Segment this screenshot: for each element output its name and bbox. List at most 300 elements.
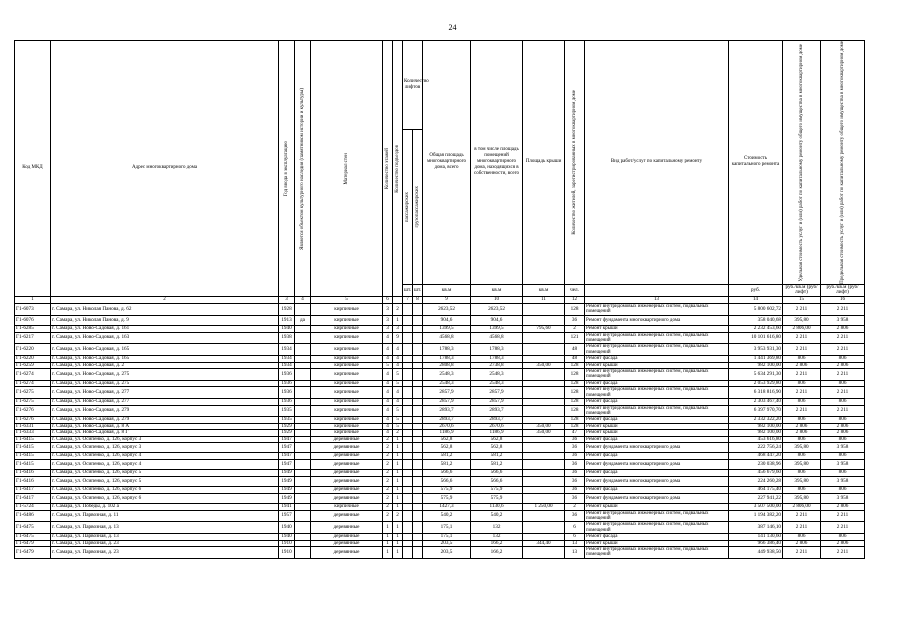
cell-address: г. Самара, ул. Ново-Садовая, д. 165 bbox=[51, 344, 279, 356]
cell-code: Г1-6333 bbox=[15, 430, 51, 436]
cell-roof-area bbox=[523, 405, 565, 417]
cell-heritage bbox=[295, 387, 311, 399]
table-row bbox=[15, 344, 865, 356]
cell-cost: 5 800 602,72 bbox=[729, 303, 783, 315]
cell-owned-area: 904,6 bbox=[471, 315, 523, 326]
cell-material: кирпичные bbox=[311, 405, 383, 417]
cell-year: 1936 bbox=[279, 399, 295, 405]
cell-cost: 2 332 322,20 bbox=[729, 417, 783, 423]
cell-total-area: 2857,9 bbox=[423, 399, 471, 405]
cell-work: Ремонт фасада bbox=[585, 380, 729, 386]
cell-cost: 6 318 816,90 bbox=[729, 387, 783, 399]
cell-owned-area: 2670,6 bbox=[471, 423, 523, 429]
cell-heritage bbox=[295, 493, 311, 504]
cell-address: г. Самара, ул. Осипенко, д. 126, корпус 3 bbox=[51, 442, 279, 453]
cell-total-area: 1186,9 bbox=[423, 430, 471, 436]
cell-heritage bbox=[295, 459, 311, 470]
cell-floors: 2 bbox=[383, 476, 393, 487]
cell-year: 1928 bbox=[279, 303, 295, 315]
col-num: 1 bbox=[15, 296, 51, 303]
unit-sht: шт. bbox=[403, 284, 413, 296]
cell-max-cost: 3 958 bbox=[821, 459, 865, 470]
cell-cost: 982 100,00 bbox=[729, 430, 783, 436]
cell-unit-cost: 806 bbox=[783, 417, 821, 423]
table-row bbox=[15, 510, 865, 522]
cell-work: Ремонт крыши bbox=[585, 540, 729, 546]
cell-code: Г1-6274 bbox=[15, 380, 51, 386]
cell-floors: 4 bbox=[383, 387, 393, 399]
cell-total-area: 1427,3 bbox=[423, 504, 471, 510]
hdr-work: Вид работ/услуг по капитальному ремонту bbox=[585, 41, 729, 285]
table-row bbox=[15, 522, 865, 534]
cell-roof-area: 350,00 bbox=[523, 423, 565, 429]
cell-work: Ремонт крыши bbox=[585, 423, 729, 429]
cell-owned-area: 2548,3 bbox=[471, 369, 523, 381]
cell-entrances: 5 bbox=[393, 369, 403, 381]
cell-unit-cost: 2 806 bbox=[783, 423, 821, 429]
cell-unit-cost: 806 bbox=[783, 534, 821, 540]
cell-work: Ремонт фасада bbox=[585, 436, 729, 442]
col-num: 6 bbox=[383, 296, 393, 303]
cell-roof-area: 795,60 bbox=[523, 326, 565, 332]
cell-unit-cost: 2 211 bbox=[783, 369, 821, 381]
cell-residents: 36 bbox=[565, 315, 585, 326]
cell-cost: 230 038,96 bbox=[729, 459, 783, 470]
col-num: 3 bbox=[279, 296, 295, 303]
cell-year: 1934 bbox=[279, 344, 295, 356]
cell-cost: 456 679,60 bbox=[729, 470, 783, 476]
cell-floors: 4 bbox=[383, 356, 393, 362]
cell-material: кирпичные bbox=[311, 387, 383, 399]
cell-owned-area: 166,2 bbox=[471, 547, 523, 559]
cell-work: Ремонт фасада bbox=[585, 470, 729, 476]
cell-max-cost: 806 bbox=[821, 356, 865, 362]
hdr-residents: Количество жителей, зарегистрированных в многоквартирном доме bbox=[565, 41, 585, 285]
cell-entrances: 2 bbox=[393, 510, 403, 522]
cell-entrances: 1 bbox=[393, 470, 403, 476]
cell-max-cost: 3 958 bbox=[821, 442, 865, 453]
table-body bbox=[15, 303, 865, 558]
cell-residents: 47 bbox=[565, 430, 585, 436]
cell-entrances: 2 bbox=[393, 430, 403, 436]
cell-unit-cost: 806 bbox=[783, 356, 821, 362]
hdr-address: Адрес многоквартирного дома bbox=[51, 41, 279, 297]
cell-entrances: 1 bbox=[393, 459, 403, 470]
cell-unit-cost: 395,80 bbox=[783, 476, 821, 487]
hdr-heritage: Является объектом культурного наследия (памятником истории и культуры) bbox=[295, 41, 311, 297]
cell-total-area: 1788,3 bbox=[423, 344, 471, 356]
cell-cargo-elev bbox=[413, 303, 423, 315]
cell-year: 1940 bbox=[279, 522, 295, 534]
cell-unit-cost: 2 806 bbox=[783, 362, 821, 368]
hdr-unit-cost: Удельная стоимость услуг и (или) работ по капитальному ремонту общего имущества в многоквартирном доме bbox=[783, 41, 821, 285]
cell-owned-area: 1399,5 bbox=[471, 326, 523, 332]
cell-material: кирпичные bbox=[311, 423, 383, 429]
cell-code: Г1-6220 bbox=[15, 356, 51, 362]
cell-cargo-elev bbox=[413, 387, 423, 399]
cell-max-cost: 2 806 bbox=[821, 504, 865, 510]
cell-owned-area: 2893,7 bbox=[471, 405, 523, 417]
cell-year: 1947 bbox=[279, 459, 295, 470]
cell-total-area: 2623,52 bbox=[423, 303, 471, 315]
cell-entrances: 4 bbox=[393, 387, 403, 399]
cell-year: 1941 bbox=[279, 504, 295, 510]
cell-floors: 4 bbox=[383, 417, 393, 423]
cell-max-cost: 2 806 bbox=[821, 430, 865, 436]
cell-residents: 13 bbox=[565, 547, 585, 559]
cell-unit-cost: 806 bbox=[783, 487, 821, 493]
col-num: 11 bbox=[523, 296, 565, 303]
cell-heritage bbox=[295, 303, 311, 315]
table-row bbox=[15, 547, 865, 559]
cell-code: Г1-6479 bbox=[15, 547, 51, 559]
cell-code: Г1-6275 bbox=[15, 387, 51, 399]
cell-year: 1936 bbox=[279, 380, 295, 386]
cell-work: Ремонт крыши bbox=[585, 362, 729, 368]
col-num: 15 bbox=[783, 296, 821, 303]
cell-floors: 4 bbox=[383, 369, 393, 381]
cell-work: Ремонт фундамента многоквартирного дома bbox=[585, 442, 729, 453]
cell-entrances: 4 bbox=[393, 356, 403, 362]
cell-total-area: 562,8 bbox=[423, 442, 471, 453]
cell-cost: 449 938,50 bbox=[729, 547, 783, 559]
cell-code: Г1-6274 bbox=[15, 369, 51, 381]
cell-roof-area bbox=[523, 476, 565, 487]
cell-work: Ремонт внутридомовых инженерных систем, подвальных помещений bbox=[585, 547, 729, 559]
cell-residents: 36 bbox=[565, 487, 585, 493]
cell-address: г. Самара, ул. Ново-Садовая, д. 161 bbox=[51, 326, 279, 332]
cell-pass-elev bbox=[403, 387, 413, 399]
cell-cost: 468 447,20 bbox=[729, 453, 783, 459]
cell-max-cost: 2 211 bbox=[821, 522, 865, 534]
cell-residents: 13 bbox=[565, 540, 585, 546]
cell-pass-elev bbox=[403, 369, 413, 381]
cell-unit-cost: 806 bbox=[783, 399, 821, 405]
cell-residents: 36 bbox=[565, 459, 585, 470]
cell-cost: 227 941,22 bbox=[729, 493, 783, 504]
cell-floors: 1 bbox=[383, 534, 393, 540]
cell-owned-area: 1788,3 bbox=[471, 344, 523, 356]
cell-unit-cost: 2 806 bbox=[783, 430, 821, 436]
cell-material: кирпичные bbox=[311, 303, 383, 315]
cell-total-area: 575,9 bbox=[423, 493, 471, 504]
cell-floors: 1 bbox=[383, 547, 393, 559]
cell-code: Г1-6475 bbox=[15, 534, 51, 540]
cell-floors: 2 bbox=[383, 442, 393, 453]
cell-max-cost: 2 806 bbox=[821, 423, 865, 429]
table-row bbox=[15, 332, 865, 344]
cell-total-area: 2548,3 bbox=[423, 380, 471, 386]
cell-max-cost: 2 211 bbox=[821, 369, 865, 381]
cell-cost: 464 175,40 bbox=[729, 487, 783, 493]
cell-code: Г1-6415 bbox=[15, 442, 51, 453]
cell-residents: 121 bbox=[565, 332, 585, 344]
cell-year: 1910 bbox=[279, 540, 295, 546]
cell-owned-area: 562,8 bbox=[471, 442, 523, 453]
col-num: 4 bbox=[295, 296, 311, 303]
cell-owned-area: 132 bbox=[471, 522, 523, 534]
cell-unit-cost: 806 bbox=[783, 453, 821, 459]
cell-residents: 6 bbox=[565, 534, 585, 540]
cell-owned-area: 2857,9 bbox=[471, 387, 523, 399]
col-num: 16 bbox=[821, 296, 865, 303]
cell-address: г. Самара, ул. Победы, д. 102 а bbox=[51, 504, 279, 510]
cell-material: деревянные bbox=[311, 453, 383, 459]
cell-max-cost: 2 806 bbox=[821, 540, 865, 546]
cell-material: кирпичные bbox=[311, 332, 383, 344]
cell-cost: 1 194 382,20 bbox=[729, 510, 783, 522]
cell-cargo-elev bbox=[413, 459, 423, 470]
cell-max-cost: 2 211 bbox=[821, 344, 865, 356]
cell-material: деревянные bbox=[311, 522, 383, 534]
cell-work: Ремонт внутридомовых инженерных систем, подвальных помещений bbox=[585, 303, 729, 315]
cell-work: Ремонт фасада bbox=[585, 356, 729, 362]
cell-unit-cost: 395,80 bbox=[783, 315, 821, 326]
cell-work: Ремонт внутридомовых инженерных систем, подвальных помещений bbox=[585, 332, 729, 344]
cell-cargo-elev bbox=[413, 510, 423, 522]
cell-roof-area: 350,00 bbox=[523, 430, 565, 436]
cell-cost: 387 146,10 bbox=[729, 522, 783, 534]
cell-address: г. Самара, ул. Парвозная, д. 23 bbox=[51, 547, 279, 559]
cell-year: 1934 bbox=[279, 362, 295, 368]
cell-pass-elev bbox=[403, 315, 413, 326]
cell-code: Г1-6475 bbox=[15, 522, 51, 534]
cell-total-area: 566,6 bbox=[423, 470, 471, 476]
cell-residents: 128 bbox=[565, 362, 585, 368]
cell-floors: 2 bbox=[383, 436, 393, 442]
cell-year: 1949 bbox=[279, 487, 295, 493]
cell-floors: 2 bbox=[383, 459, 393, 470]
col-num: 2 bbox=[51, 296, 279, 303]
cell-entrances: 1 bbox=[393, 540, 403, 546]
cell-unit-cost: 2 211 bbox=[783, 547, 821, 559]
cell-roof-area bbox=[523, 522, 565, 534]
cell-cargo-elev bbox=[413, 332, 423, 344]
cell-address: г. Самара, ул. Ново-Садовая, д. 279 bbox=[51, 417, 279, 423]
hdr-total-area: Общая площадь многоквартирного дома, всего bbox=[423, 41, 471, 285]
cell-work: Ремонт фасада bbox=[585, 487, 729, 493]
cell-pass-elev bbox=[403, 493, 413, 504]
cell-total-area: 566,6 bbox=[423, 476, 471, 487]
cell-material: деревянные bbox=[311, 510, 383, 522]
cell-material: кирпичные bbox=[311, 399, 383, 405]
cell-code: Г1-6275 bbox=[15, 399, 51, 405]
cell-cost: 966 386,40 bbox=[729, 540, 783, 546]
cell-residents: 128 bbox=[565, 399, 585, 405]
cell-entrances: 1 bbox=[393, 487, 403, 493]
unit-empty bbox=[585, 284, 729, 296]
cell-cost: 453 616,80 bbox=[729, 436, 783, 442]
cell-work: Ремонт фасада bbox=[585, 399, 729, 405]
cell-code: Г1-6276 bbox=[15, 417, 51, 423]
cell-heritage: да bbox=[295, 315, 311, 326]
cell-work: Ремонт внутридомовых инженерных систем, подвальных помещений bbox=[585, 387, 729, 399]
cell-entrances: 1 bbox=[393, 522, 403, 534]
cell-material: кирпичные bbox=[311, 344, 383, 356]
cell-code: Г1-6220 bbox=[15, 344, 51, 356]
cell-roof-area bbox=[523, 510, 565, 522]
table-row bbox=[15, 459, 865, 470]
cell-residents: 128 bbox=[565, 380, 585, 386]
hdr-elevators: Количество лифтов bbox=[403, 41, 423, 130]
cell-pass-elev bbox=[403, 442, 413, 453]
cell-max-cost: 2 211 bbox=[821, 387, 865, 399]
cell-residents: 128 bbox=[565, 303, 585, 315]
cell-owned-area: 2893,7 bbox=[471, 417, 523, 423]
cell-max-cost: 2 211 bbox=[821, 332, 865, 344]
cell-code: Г1-6259 bbox=[15, 362, 51, 368]
cell-address: г. Самара, ул. Парвозная, д. 13 bbox=[51, 534, 279, 540]
col-num: 14 bbox=[729, 296, 783, 303]
cell-residents: 128 bbox=[565, 369, 585, 381]
cell-floors: 3 bbox=[383, 303, 393, 315]
cell-entrances: 4 bbox=[393, 399, 403, 405]
cell-material: деревянные bbox=[311, 470, 383, 476]
cell-work: Ремонт фундамента многоквартирного дома bbox=[585, 493, 729, 504]
cell-max-cost: 806 bbox=[821, 453, 865, 459]
cell-max-cost: 2 211 bbox=[821, 547, 865, 559]
cell-cost: 982 100,00 bbox=[729, 362, 783, 368]
cell-pass-elev bbox=[403, 344, 413, 356]
cell-pass-elev bbox=[403, 303, 413, 315]
cell-max-cost: 806 bbox=[821, 417, 865, 423]
cell-floors: 1 bbox=[383, 522, 393, 534]
cell-year: 1913 bbox=[279, 315, 295, 326]
cell-floors: 4 bbox=[383, 380, 393, 386]
cell-material: кирпичные bbox=[311, 356, 383, 362]
cell-roof-area: 344,40 bbox=[523, 540, 565, 546]
repair-table bbox=[14, 40, 865, 559]
cell-floors: 2 bbox=[383, 504, 393, 510]
cell-year: 1910 bbox=[279, 547, 295, 559]
cell-unit-cost: 806 bbox=[783, 470, 821, 476]
cell-total-area: 1788,3 bbox=[423, 356, 471, 362]
cell-owned-area: 581,2 bbox=[471, 459, 523, 470]
cell-cost: 141 130,60 bbox=[729, 534, 783, 540]
cell-year: 1940 bbox=[279, 326, 295, 332]
cell-address: г. Самара, ул. Осипенко, д. 126, корпус 6 bbox=[51, 493, 279, 504]
cell-owned-area: 2548,3 bbox=[471, 380, 523, 386]
cell-code: Г1-6416 bbox=[15, 470, 51, 476]
cell-pass-elev bbox=[403, 459, 413, 470]
cell-entrances: 9 bbox=[393, 332, 403, 344]
cell-pass-elev bbox=[403, 405, 413, 417]
col-num: 12 bbox=[565, 296, 585, 303]
cell-cost: 2 303 467,40 bbox=[729, 399, 783, 405]
table-row bbox=[15, 387, 865, 399]
hdr-cost: Стоимость капитального ремонта bbox=[729, 41, 783, 285]
table-row bbox=[15, 315, 865, 326]
cell-cost: 224 260,28 bbox=[729, 476, 783, 487]
cell-address: г. Самара, ул. Ново-Садовая, д. 275 bbox=[51, 369, 279, 381]
cell-work: Ремонт фасада bbox=[585, 534, 729, 540]
cell-year: 1934 bbox=[279, 356, 295, 362]
cell-code: Г1-6415 bbox=[15, 436, 51, 442]
cell-entrances: 1 bbox=[393, 476, 403, 487]
cell-material: кирпичные bbox=[311, 362, 383, 368]
cell-floors: 4 bbox=[383, 344, 393, 356]
cell-material: кирпичные bbox=[311, 315, 383, 326]
cell-owned-area: 575,9 bbox=[471, 487, 523, 493]
hdr-pass-elev: пассажирских bbox=[403, 130, 413, 285]
cell-work: Ремонт фундамента многоквартирного дома bbox=[585, 476, 729, 487]
cell-code: Г1-6331 bbox=[15, 423, 51, 429]
cell-residents: 36 bbox=[565, 493, 585, 504]
cell-total-area: 175,1 bbox=[423, 534, 471, 540]
cell-residents: 36 bbox=[565, 476, 585, 487]
cell-unit-cost: 2 211 bbox=[783, 387, 821, 399]
cell-floors: 4 bbox=[383, 430, 393, 436]
cell-address: г. Самара, ул. Николая Панова, д. 9 bbox=[51, 315, 279, 326]
cell-owned-area: 2857,9 bbox=[471, 399, 523, 405]
cell-entrances: 5 bbox=[393, 380, 403, 386]
cell-total-area: 2808,8 bbox=[423, 362, 471, 368]
cell-unit-cost: 2 211 bbox=[783, 405, 821, 417]
cell-address: г. Самара, ул. Ново-Садовая, д. 8 Г bbox=[51, 430, 279, 436]
cell-material: деревянные bbox=[311, 493, 383, 504]
cell-cargo-elev bbox=[413, 476, 423, 487]
cell-floors: 2 bbox=[383, 470, 393, 476]
cell-work: Ремонт фасада bbox=[585, 417, 729, 423]
page-number: 24 bbox=[448, 23, 457, 32]
cell-unit-cost: 2 211 bbox=[783, 344, 821, 356]
cell-roof-area: 1 250,00 bbox=[523, 504, 565, 510]
cell-heritage bbox=[295, 522, 311, 534]
cell-work: Ремонт фундамента многоквартирного дома bbox=[585, 315, 729, 326]
cell-address: г. Самара, ул. Ново-Садовая, д. 277 bbox=[51, 399, 279, 405]
cell-year: 1929 bbox=[279, 423, 295, 429]
cell-owned-area: 566,6 bbox=[471, 476, 523, 487]
cell-material: кирпичные bbox=[311, 326, 383, 332]
cell-residents: 48 bbox=[565, 356, 585, 362]
cell-total-area: 2893,7 bbox=[423, 405, 471, 417]
cell-floors: 2 bbox=[383, 493, 393, 504]
cell-code: Г1-6076 bbox=[15, 315, 51, 326]
cell-pass-elev bbox=[403, 476, 413, 487]
cell-max-cost: 806 bbox=[821, 487, 865, 493]
cell-roof-area bbox=[523, 369, 565, 381]
cell-work: Ремонт внутридомовых инженерных систем, подвальных помещений bbox=[585, 405, 729, 417]
cell-material: деревянные bbox=[311, 436, 383, 442]
cell-roof-area bbox=[523, 387, 565, 399]
cell-pass-elev bbox=[403, 522, 413, 534]
cell-year: 1938 bbox=[279, 332, 295, 344]
cell-residents: 36 bbox=[565, 470, 585, 476]
cell-pass-elev bbox=[403, 547, 413, 559]
cell-total-area: 2857,9 bbox=[423, 387, 471, 399]
hdr-owned-area: в том числе площадь помещений многоквартирного дома, находящихся в собственности, всего bbox=[471, 41, 523, 285]
cell-unit-cost: 395,80 bbox=[783, 442, 821, 453]
cell-unit-cost: 2 211 bbox=[783, 522, 821, 534]
cell-work: Ремонт крыши bbox=[585, 326, 729, 332]
cell-entrances: 1 bbox=[393, 547, 403, 559]
cell-floors: 5 bbox=[383, 362, 393, 368]
cell-roof-area bbox=[523, 547, 565, 559]
cell-year: 1949 bbox=[279, 476, 295, 487]
cell-max-cost: 3 958 bbox=[821, 493, 865, 504]
cell-owned-area: 132 bbox=[471, 534, 523, 540]
cell-total-area: 581,2 bbox=[423, 459, 471, 470]
cell-year: 1936 bbox=[279, 387, 295, 399]
hdr-roof-area: Площадь крыши bbox=[523, 41, 565, 285]
cell-max-cost: 806 bbox=[821, 436, 865, 442]
cell-floors: 4 bbox=[383, 399, 393, 405]
column-numbers bbox=[15, 296, 865, 303]
cell-year: 1936 bbox=[279, 369, 295, 381]
cell-floors: 3 bbox=[383, 315, 393, 326]
cell-residents: 128 bbox=[565, 405, 585, 417]
col-num: 5 bbox=[311, 296, 383, 303]
